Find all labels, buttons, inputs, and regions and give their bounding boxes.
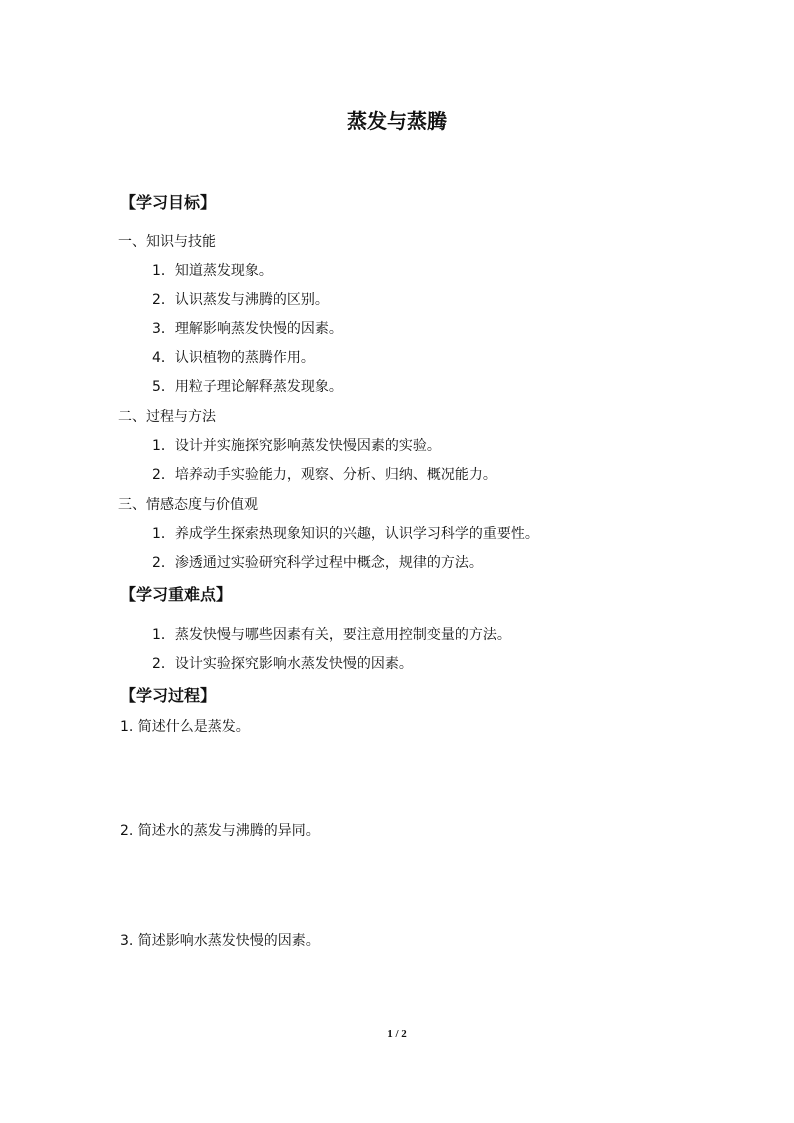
list-item: 1．设计并实施探究影响蒸发快慢因素的实验。	[152, 438, 441, 454]
section-heading-goals: 【学习目标】	[120, 193, 217, 212]
list-item: 2．设计实验探究影响水蒸发快慢的因素。	[152, 656, 413, 672]
list-item: 2．培养动手实验能力，观察、分析、归纳、概况能力。	[152, 467, 497, 483]
list-item: 4．认识植物的蒸腾作用。	[152, 350, 315, 366]
category-knowledge-skills: 一、知识与技能	[118, 234, 216, 250]
list-item: 2．渗透通过实验研究科学过程中概念，规律的方法。	[152, 555, 483, 571]
list-item: 5．用粒子理论解释蒸发现象。	[152, 379, 343, 395]
list-item: 1．蒸发快慢与哪些因素有关，要注意用控制变量的方法。	[152, 627, 511, 643]
list-item: 1．知道蒸发现象。	[152, 263, 273, 279]
page-title: 蒸发与蒸腾	[347, 109, 447, 133]
list-item: 1．养成学生探索热现象知识的兴趣，认识学习科学的重要性。	[152, 526, 539, 542]
page-number: 1 / 2	[387, 1028, 407, 1040]
list-item: 2．认识蒸发与沸腾的区别。	[152, 292, 329, 308]
question-item: 1. 简述什么是蒸发。	[120, 719, 250, 735]
section-heading-process: 【学习过程】	[120, 686, 217, 705]
list-item: 3．理解影响蒸发快慢的因素。	[152, 321, 343, 337]
category-process-methods: 二、过程与方法	[118, 409, 216, 425]
question-item: 2. 简述水的蒸发与沸腾的异同。	[120, 823, 320, 839]
section-heading-keypoints: 【学习重难点】	[120, 585, 233, 604]
category-attitudes-values: 三、情感态度与价值观	[118, 497, 258, 513]
question-item: 3. 简述影响水蒸发快慢的因素。	[120, 933, 320, 949]
